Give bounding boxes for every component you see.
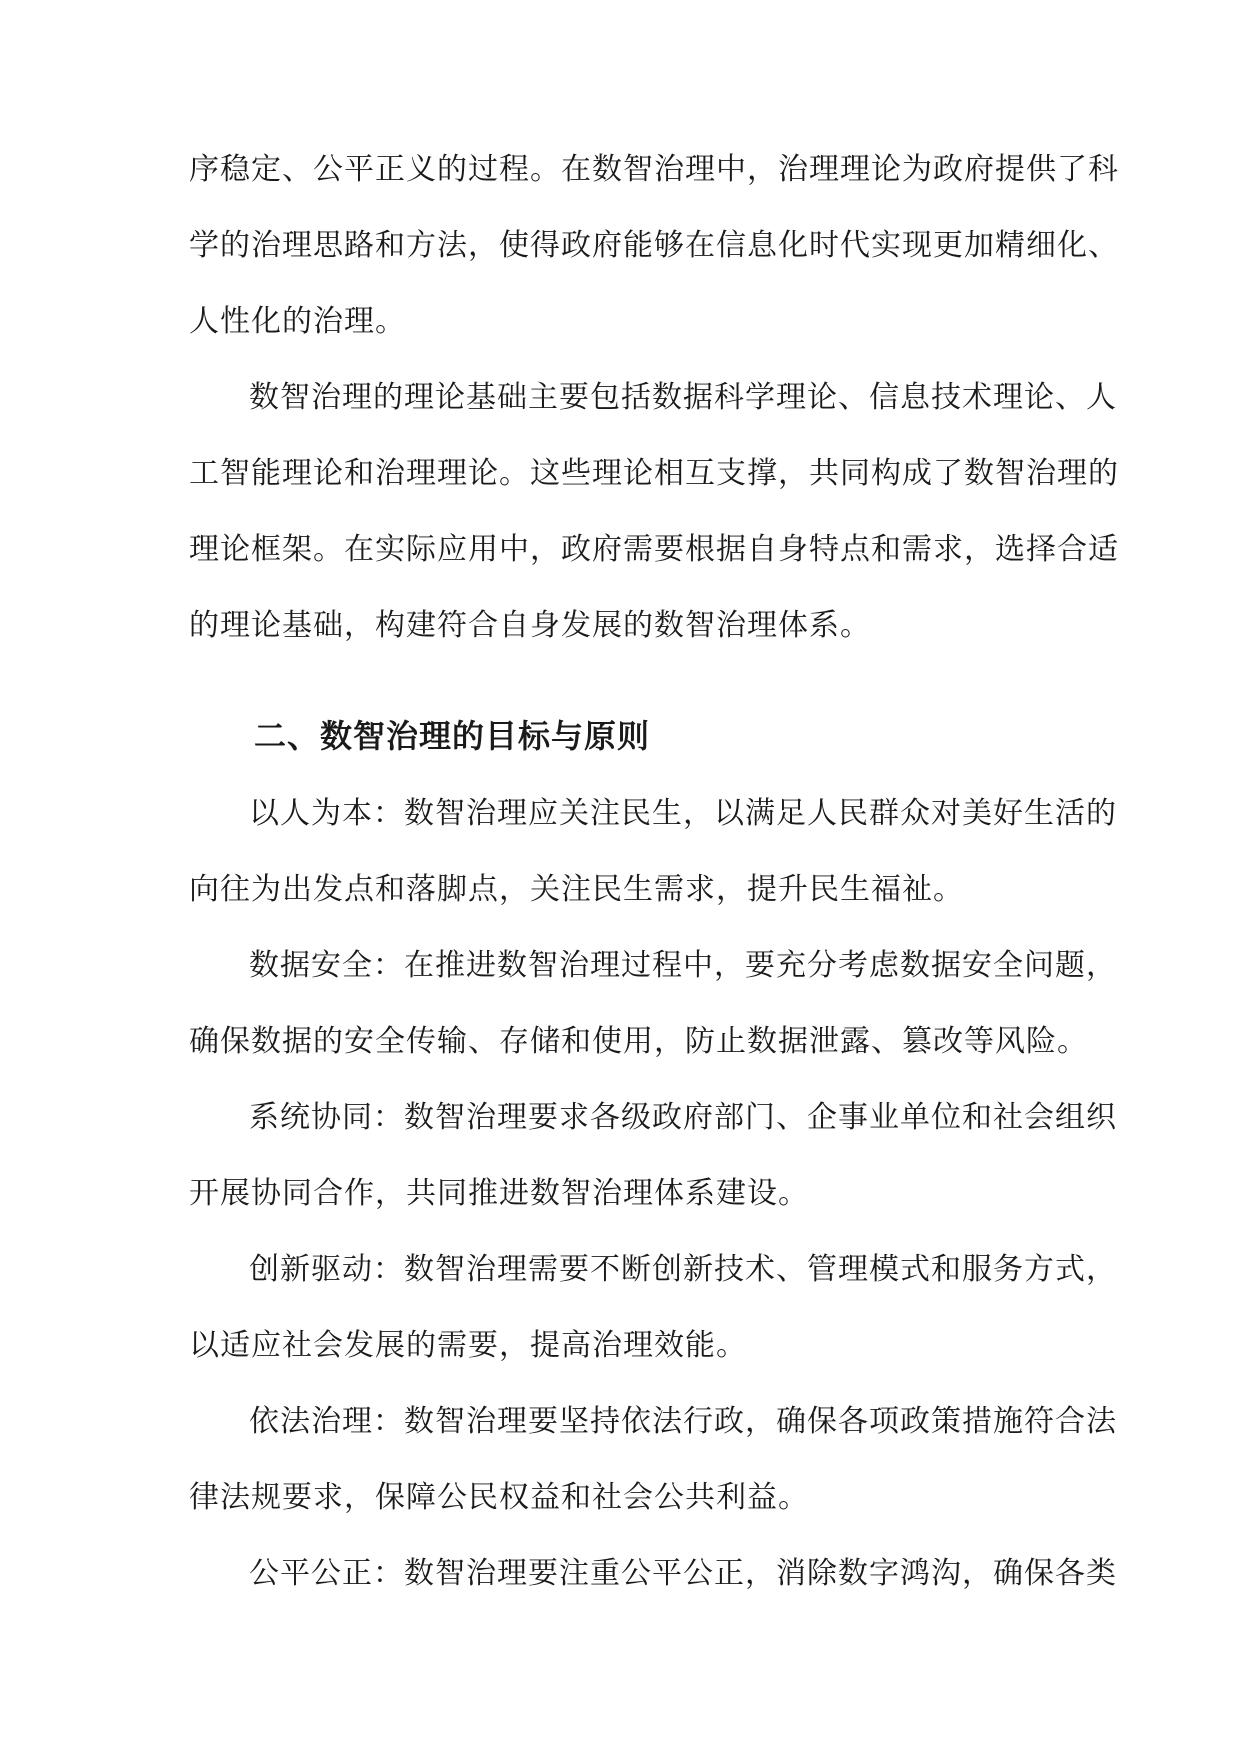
paragraph-line: 工智能理论和治理理论。这些理论相互支撑，共同构成了数智治理的 xyxy=(189,456,1119,491)
paragraph-line: 律法规要求，保障公民权益和社会公共利益。 xyxy=(189,1480,809,1515)
paragraph-line: 创新驱动：数智治理需要不断创新技术、管理模式和服务方式， xyxy=(249,1252,1117,1287)
paragraph-line: 人性化的治理。 xyxy=(189,304,406,339)
paragraph-line: 学的治理思路和方法，使得政府能够在信息化时代实现更加精细化、 xyxy=(189,228,1119,263)
paragraph-line: 系统协同：数智治理要求各级政府部门、企事业单位和社会组织 xyxy=(249,1100,1117,1135)
paragraph-line: 开展协同合作，共同推进数智治理体系建设。 xyxy=(189,1176,809,1211)
paragraph-line: 的理论基础，构建符合自身发展的数智治理体系。 xyxy=(189,608,871,643)
paragraph-line: 公平公正：数智治理要注重公平公正，消除数字鸿沟，确保各类 xyxy=(249,1556,1117,1591)
paragraph-line: 数智治理的理论基础主要包括数据科学理论、信息技术理论、人 xyxy=(249,380,1117,415)
paragraph-line: 向往为出发点和落脚点，关注民生需求，提升民生福祉。 xyxy=(189,872,964,907)
section-heading: 二、数智治理的目标与原则 xyxy=(254,717,651,755)
paragraph-line: 序稳定、公平正义的过程。在数智治理中，治理理论为政府提供了科 xyxy=(189,152,1119,187)
paragraph-line: 确保数据的安全传输、存储和使用，防止数据泄露、篡改等风险。 xyxy=(189,1024,1088,1059)
paragraph-line: 以人为本：数智治理应关注民生，以满足人民群众对美好生活的 xyxy=(249,796,1117,831)
paragraph-line: 理论框架。在实际应用中，政府需要根据自身特点和需求，选择合适 xyxy=(189,532,1119,567)
paragraph-line: 依法治理：数智治理要坚持依法行政，确保各项政策措施符合法 xyxy=(249,1404,1117,1439)
paragraph-line: 以适应社会发展的需要，提高治理效能。 xyxy=(189,1328,747,1363)
paragraph-line: 数据安全：在推进数智治理过程中，要充分考虑数据安全问题， xyxy=(249,948,1117,983)
